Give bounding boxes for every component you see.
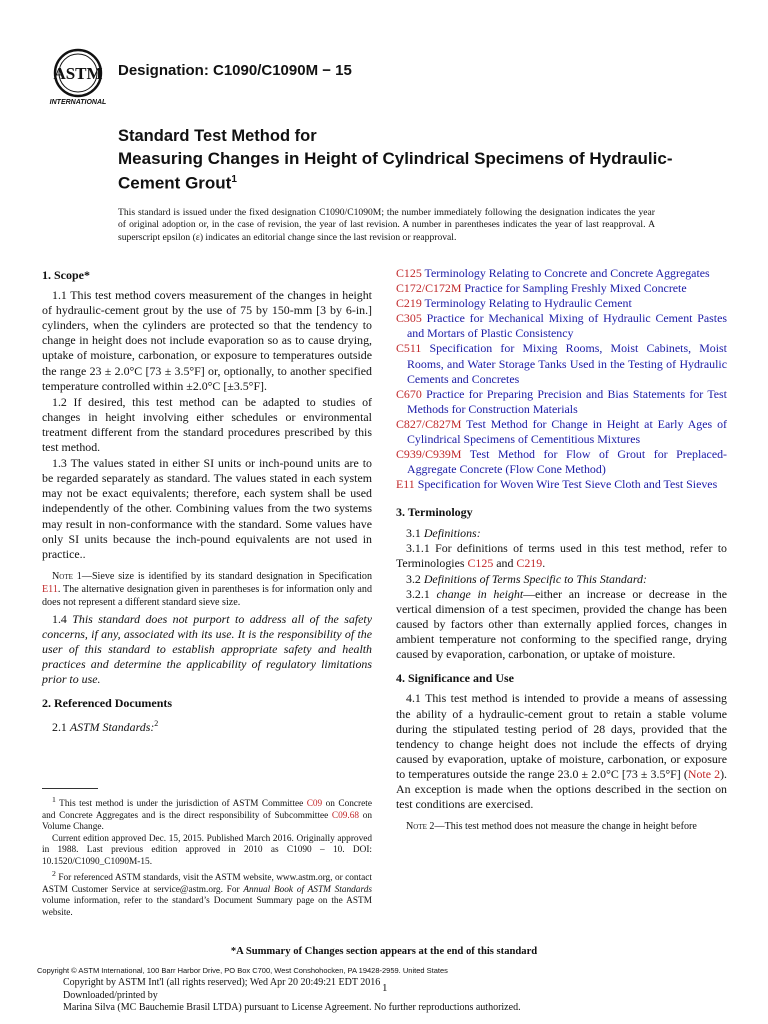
reference-item[interactable]	[396, 447, 727, 477]
para-4-1: 4.1 This test method is intended to provide a means of assessing the ability of a hydraulic-cement grout to retain a stable volume during the stipulated testing period of 28 days, provided that the tendency to change height does not include the effects of drying caused by evaporation, uptake of moisture, carbonation, or exposure to temperatures outside the range 23.0 ± 2.0°C [73 ± 3.5°F] (Note 2). An exception is made when the options described in the section on test conditions are exercised.	[396, 691, 727, 812]
link-note-2[interactable]: Note 2	[687, 766, 721, 781]
designation-notice: This standard is issued under the fixed designation C1090/C1090M; the number immediately following the designation indicates the year of original adoption or, in the case of revision, the year of last revision. A number in parentheses indicates the year of last reapproval. A superscript epsilon (ε) indicates an editorial change since the last revision or reapproval.	[118, 207, 655, 243]
reference-code[interactable]: C305	[396, 311, 422, 326]
title-line-1: Standard Test Method for	[118, 127, 317, 145]
referenced-documents-heading: 2. Referenced Documents	[42, 696, 173, 711]
reference-item[interactable]	[396, 477, 727, 492]
svg-text:INTERNATIONAL: INTERNATIONAL	[49, 99, 107, 106]
reference-title[interactable]: Test Method for Flow of Grout for Preplaced-Aggregate Concrete (Flow Cone Method)	[407, 447, 727, 477]
reference-title[interactable]: Terminology Relating to Hydraulic Cement	[424, 296, 632, 311]
para-1-4: 1.4 This standard does not purport to address all of the safety concerns, if any, associated with its use. It is the responsibility of the user of this standard to establish appropriate safety and health practices and determine the applicability of regulatory limitations prior to use.	[42, 611, 372, 687]
reference-code[interactable]: E11	[396, 477, 415, 492]
note-1: Note 1—Sieve size is identified by its standard designation in Specification E11. The alternative designation given in parentheses is for information only and does not represent a different standard sieve size.	[42, 570, 372, 608]
note-2: Note 2—This test method does not measure the change in height before	[406, 821, 697, 833]
para-2-1: 2.1 ASTM Standards:$^2$	[52, 719, 159, 735]
reference-code[interactable]: C827/C827M	[396, 416, 462, 431]
link-c125[interactable]: C125	[467, 555, 494, 570]
reference-item[interactable]	[396, 341, 727, 386]
para-3-1-1: 3.1.1 For definitions of terms used in this test method, refer to Terminologies C125 and C219.	[396, 540, 727, 570]
reference-item[interactable]	[396, 266, 727, 281]
reference-title[interactable]: Practice for Sampling Freshly Mixed Concrete	[464, 281, 687, 296]
reference-item[interactable]	[396, 311, 727, 341]
para-1-1: 1.1 This test method covers measurement of the changes in height of hydraulic-cement grout by the use of 75 by 150-mm [3 by 6-in.] cylinders, when the cylinders are protected so that the tendency to change in height does not include evaporation so as to cause drying, uptake of moisture, carbonation, or exposure to temperatures outside the range 23 ± 2.0°C [73 ± 3.5°F] or, optionally, to another specified temperature controlled within ±2.0°C [±3.5°F].	[42, 288, 372, 393]
para-1-3: 1.3 The values stated in either SI units or inch-pound units are to be regarded separately as standard. The values stated in each system may not be exact equivalents; therefore, each system shall be used independently of the other. Combining values from the two systems may result in non-conformance with the standard. Some values have only SI units because the inch-pound equivalents are not used in practice..	[42, 456, 372, 561]
reference-code[interactable]: C939/C939M	[396, 447, 462, 462]
reference-item[interactable]	[396, 296, 727, 311]
scope-heading: 1. Scope*	[42, 268, 90, 282]
right-column	[396, 266, 727, 833]
footnote-1: $^1$ This test method is under the jurisdiction of ASTM Committee C09 on Concrete and Concrete Aggregates and is the direct responsibility of Subcommittee C09.68 on Volume Change.	[42, 795, 372, 833]
link-c09-68[interactable]: C09.68	[331, 810, 360, 821]
reference-code[interactable]: C511	[396, 341, 422, 356]
para-3-1: 3.1 Definitions:	[406, 525, 481, 540]
reference-list	[396, 266, 727, 492]
reference-item[interactable]	[396, 387, 727, 417]
title-footnote-mark: 1	[231, 174, 237, 185]
reference-title[interactable]: Specification for Mixing Rooms, Moist Cabinets, Moist Rooms, and Water Storage Tanks Used in the Testing of Hydraulic Cements and Concretes	[407, 341, 727, 386]
summary-of-changes-notice: *A Summary of Changes section appears at the end of this standard	[230, 946, 538, 957]
reference-title[interactable]: Specification for Woven Wire Test Sieve Cloth and Test Sieves	[417, 477, 718, 492]
footnote-2: $^2$ For referenced ASTM standards, visit the ASTM website, www.astm.org, or contact ASTM Customer Service at service@astm.org. For Annual Book of ASTM Standards volume information, refer to the standard’s Document Summary page on the ASTM website.	[42, 869, 372, 918]
footnote-rule	[42, 788, 98, 789]
link-e11[interactable]: E11	[42, 583, 58, 595]
document-title: Measuring Changes in Height of Cylindrical Specimens of Hydraulic-Cement Grout$^1$	[118, 149, 673, 193]
significance-heading: 4. Significance and Use	[396, 671, 515, 686]
reference-code[interactable]: C172/C172M	[396, 281, 462, 296]
reference-title[interactable]: Practice for Mechanical Mixing of Hydraulic Cement Pastes and Mortars of Plastic Consistency	[407, 311, 727, 341]
reference-title[interactable]: Practice for Preparing Precision and Bias Statements for Test Methods for Construction Materials	[407, 386, 727, 416]
page-number: 1	[382, 982, 388, 994]
license-block	[63, 977, 521, 1015]
reference-code[interactable]: C219	[396, 296, 422, 311]
link-c09[interactable]: C09	[306, 799, 323, 810]
designation: Designation: C1090/C1090M − 15	[118, 62, 352, 79]
copyright-line: Copyright © ASTM International, 100 Barr Harbor Drive, PO Box C700, West Conshohocken, PA 19428-2959. United States	[37, 966, 448, 975]
link-c219[interactable]: C219	[516, 555, 543, 570]
astm-logo	[46, 48, 110, 106]
footnote-1-edition: Current edition approved Dec. 15, 2015. Published March 2016. Originally approved in 1988. Last previous edition approved in 2010 as C1090 – 10. DOI: 10.1520/C1090_C1090M-15.	[42, 833, 372, 867]
svg-text:ASTM: ASTM	[53, 64, 103, 83]
reference-title[interactable]: Test Method for Change in Height at Early Ages of Cylindrical Specimens of Cementitious Mixtures	[407, 416, 727, 447]
left-column	[42, 268, 372, 735]
para-3-2-1: 3.2.1 change in height—either an increase or decrease in the vertical dimension of a test specimen, provided the change has been caused by factors other than externally applied forces, changes in ambient temperature not conforming to the specified range, drying caused by evaporation, carbonation, or uptake of moisture.	[396, 586, 727, 662]
license-line: Marina Silva (MC Bauchemie Brasil LTDA) pursuant to License Agreement. No further reproductions authorized.	[63, 1002, 521, 1014]
reference-title[interactable]: Terminology Relating to Concrete and Concrete Aggregates	[424, 266, 710, 280]
para-3-2: 3.2 Definitions of Terms Specific to This Standard:	[406, 571, 647, 586]
license-line: Copyright by ASTM Int'l (all rights reserved); Wed Apr 20 20:49:21 EDT 2016	[63, 977, 381, 988]
reference-code[interactable]: C125	[396, 266, 422, 280]
reference-code[interactable]: C670	[396, 386, 422, 401]
terminology-heading: 3. Terminology	[396, 505, 473, 520]
license-line: Downloaded/printed by	[63, 989, 158, 1001]
footnotes	[42, 794, 372, 919]
para-1-2: 1.2 If desired, this test method can be adapted to studies of changes in height involving either schedules or environmental treatment different from the standard procedures prescribed by this test method.	[42, 394, 372, 455]
reference-item[interactable]	[396, 417, 727, 447]
reference-item[interactable]	[396, 281, 727, 296]
